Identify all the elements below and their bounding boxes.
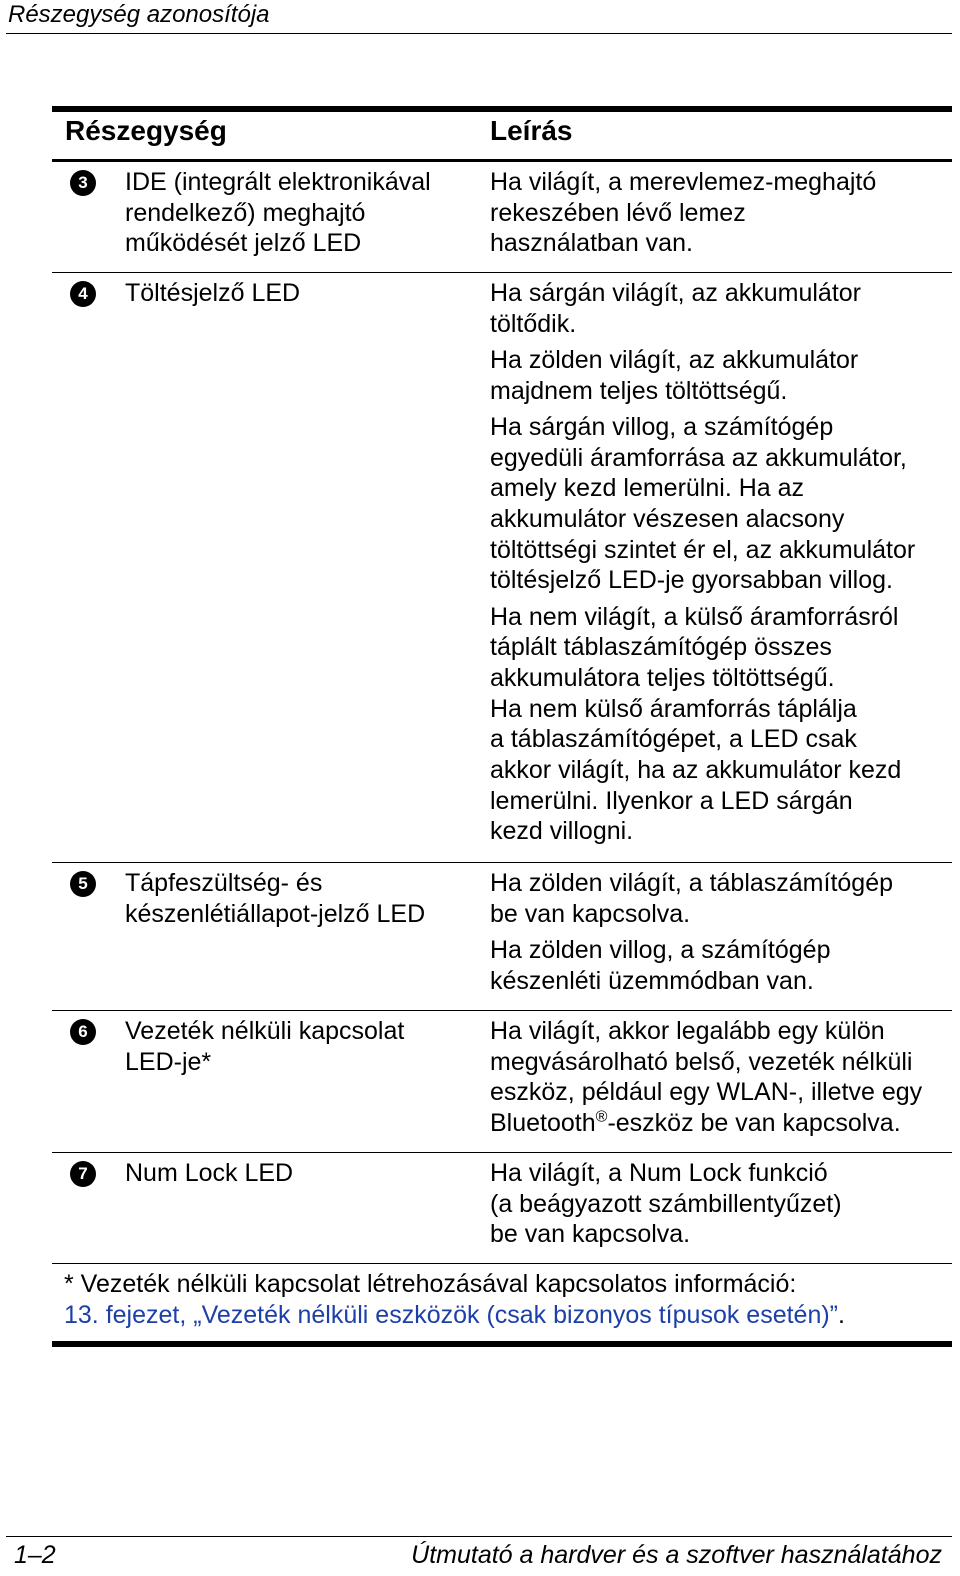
callout-number-badge: 4	[70, 281, 96, 307]
description-cell	[490, 1158, 952, 1256]
description-paragraph: Ha zölden világít, az akkumulátor majdnem teljes töltöttségű.	[490, 345, 859, 405]
table-header-row	[52, 112, 952, 158]
description-text: Ha világít, akkor legalább egy külön megvásárolható belső, vezeték nélküli eszköz, például egy WLAN-, illetve egy Bluetooth	[490, 1017, 923, 1138]
registered-trademark-mark: ®	[595, 1108, 608, 1126]
component-name: Num Lock LED	[125, 1159, 294, 1187]
callout-number-badge: 6	[70, 1019, 96, 1045]
description-paragraph: Ha nem világít, a külső áramforrásról táplált táblaszámítógép összes akkumulátora teljes töltöttségű. Ha nem külső áramforrás táplálja a táblaszámítógépet, a LED csak akkor világít, ha az akkumulátor kezd lemerülni. Ilyenkor a LED sárgán kezd villogni.	[490, 602, 902, 846]
description-text-end: -eszköz be van kapcsolva.	[607, 1109, 901, 1138]
description-cell	[490, 1016, 952, 1144]
description-paragraph: Ha zölden világít, a táblaszámítógép be van kapcsolva.	[490, 869, 894, 928]
description-cell	[490, 167, 952, 265]
column-header-component: Részegység	[65, 115, 227, 146]
callout-number-badge: 5	[70, 871, 96, 897]
row-divider	[52, 1263, 952, 1264]
description-paragraph	[490, 1016, 952, 1139]
component-name: Vezeték nélküli kapcsolat LED-je*	[125, 1017, 405, 1076]
description-paragraph: Ha világít, a merevlemez-meghajtó rekeszében lévő lemez használatban van.	[490, 168, 877, 258]
callout-number-badge: 3	[70, 170, 96, 196]
column-header-description: Leírás	[490, 115, 573, 146]
footnote	[64, 1269, 845, 1330]
table-header-rule	[52, 159, 952, 162]
callout-number-badge: 7	[70, 1161, 96, 1187]
book-title: Útmutató a hardver és a szoftver használatához	[411, 1541, 942, 1569]
row-divider	[52, 862, 952, 863]
header-divider	[6, 33, 952, 34]
description-paragraph: Ha sárgán világít, az akkumulátor töltődik.	[490, 279, 862, 338]
row-divider	[52, 1010, 952, 1011]
footnote-end: .	[838, 1300, 845, 1329]
footer-divider	[6, 1536, 952, 1537]
running-head: Részegység azonosítója	[8, 1, 270, 28]
component-name: IDE (integrált elektronikával rendelkező) meghajtó működését jelző LED	[125, 168, 431, 258]
row-divider	[52, 272, 952, 273]
component-name: Töltésjelző LED	[125, 279, 301, 307]
description-cell	[490, 868, 952, 1002]
description-cell	[490, 278, 952, 853]
page-number: 1–2	[14, 1541, 56, 1569]
description-paragraph: Ha zölden villog, a számítógép készenléti üzemmódban van.	[490, 935, 831, 995]
row-divider	[52, 1152, 952, 1153]
table-bottom-rule	[52, 1341, 952, 1347]
description-paragraph: Ha világít, a Num Lock funkció (a beágyazott számbillentyűzet) be van kapcsolva.	[490, 1159, 842, 1249]
description-paragraph: Ha sárgán villog, a számítógép egyedüli áramforrása az akkumulátor, amely kezd lemerülni. Ha az akkumulátor vészesen alacsony töltöttségi szintet ér el, az akkumulátor töltésjelző LED-je gyorsabban villog.	[490, 412, 916, 595]
chapter-link[interactable]: 13. fejezet, „Vezeték nélküli eszközök (csak bizonyos típusok esetén)”	[64, 1300, 838, 1329]
component-name: Tápfeszültség- és készenlétiállapot-jelző LED	[125, 869, 426, 928]
footnote-text: * Vezeték nélküli kapcsolat létrehozásával kapcsolatos információ:	[64, 1270, 797, 1298]
